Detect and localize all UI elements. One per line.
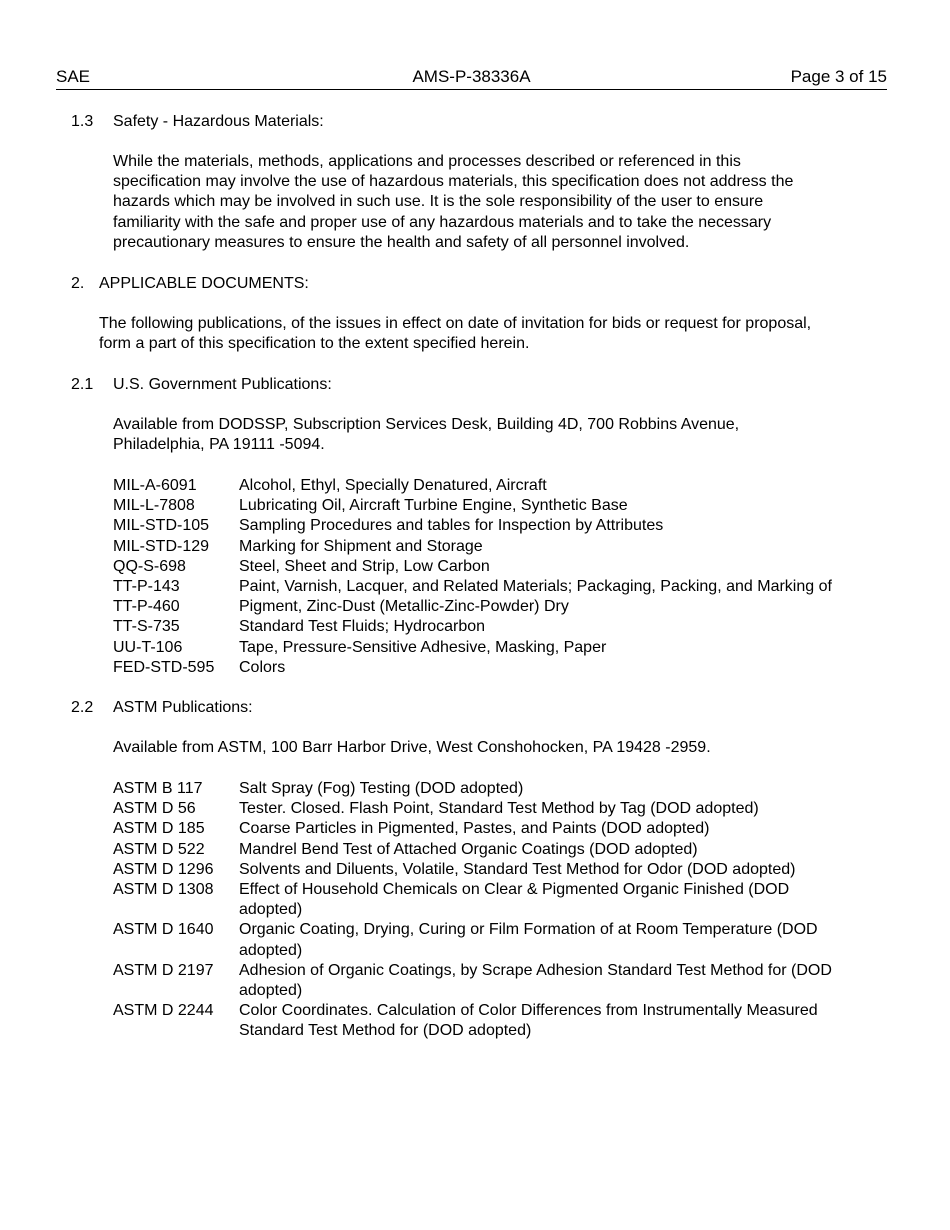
reference-item [113, 658, 832, 678]
reference-title [239, 1001, 832, 1041]
reference-title-line: Standard Test Method for (DOD adopted) [239, 1022, 532, 1040]
paragraph-line: familiarity with the safe and proper use of any hazardous materials and to take the necessary [113, 213, 772, 231]
reference-title-line: Salt Spray (Fog) Testing (DOD adopted) [239, 780, 524, 797]
reference-title [239, 779, 832, 799]
header-org: SAE [56, 67, 91, 86]
reference-code: ASTM D 2197 [113, 961, 214, 979]
reference-item [113, 476, 832, 496]
reference-title-line: Color Coordinates. Calculation of Color Differences from Instrumentally Measured [239, 1002, 818, 1020]
reference-title-line: Effect of Household Chemicals on Clear & Pigmented Organic Finished (DOD [239, 881, 790, 899]
reference-item [113, 961, 832, 1001]
reference-title: Sampling Procedures and tables for Inspection by Attributes [239, 517, 664, 535]
reference-code: TT-S-735 [113, 618, 180, 636]
reference-title: Pigment, Zinc-Dust (Metallic-Zinc-Powder) Dry [239, 598, 569, 616]
paragraph-line: specification may involve the use of hazardous materials, this specification does not address the [113, 173, 794, 191]
section-2-2-number: 2.2 [71, 699, 94, 716]
reference-code: ASTM D 1640 [113, 921, 214, 939]
reference-title-line: Mandrel Bend Test of Attached Organic Coatings (DOD adopted) [239, 840, 698, 858]
paragraph-line: Available from DODSSP, Subscription Services Desk, Building 4D, 700 Robbins Avenue, [113, 416, 740, 433]
reference-code: MIL-A-6091 [113, 477, 197, 494]
paragraph-line: While the materials, methods, applications and processes described or referenced in this [113, 153, 741, 170]
reference-item [113, 577, 832, 597]
reference-code: ASTM D 1296 [113, 860, 214, 878]
reference-code: ASTM B 117 [113, 780, 203, 797]
reference-title-line: adopted) [239, 901, 303, 919]
reference-title-line: Tester. Closed. Flash Point, Standard Test Method by Tag (DOD adopted) [239, 800, 759, 818]
reference-title [239, 799, 832, 819]
paragraph-line: hazards which may be involved in such use. It is the sole responsibility of the user to ensure [113, 193, 764, 211]
reference-title-line: Solvents and Diluents, Volatile, Standard Test Method for Odor (DOD adopted) [239, 860, 796, 878]
reference-title [239, 961, 832, 1001]
reference-item [113, 597, 832, 617]
reference-item [113, 819, 832, 839]
reference-title: Colors [239, 658, 286, 676]
reference-code: MIL-L-7808 [113, 497, 195, 515]
section-2-2-title: ASTM Publications: [113, 699, 253, 716]
section-1-3-paragraph [113, 152, 793, 253]
reference-item [113, 779, 832, 799]
reference-item [113, 516, 832, 536]
reference-title-line: Adhesion of Organic Coatings, by Scrape Adhesion Standard Test Method for (DOD [239, 961, 832, 979]
reference-title: Paint, Varnish, Lacquer, and Related Materials; Packaging, Packing, and Marking of [239, 578, 832, 596]
section-2-paragraph [99, 314, 811, 354]
section-2-number: 2. [71, 275, 85, 292]
header-page-number: Page 3 of 15 [790, 67, 887, 86]
section-2-1-number: 2.1 [71, 376, 94, 393]
reference-code: UU-T-106 [113, 638, 183, 656]
reference-item [113, 557, 832, 577]
reference-title [239, 920, 832, 960]
reference-title [239, 880, 832, 920]
reference-title [239, 819, 832, 839]
reference-title: Alcohol, Ethyl, Specially Denatured, Aircraft [239, 477, 547, 494]
paragraph-line: Philadelphia, PA 19111 -5094. [113, 436, 325, 454]
reference-item [113, 860, 832, 880]
reference-title [239, 840, 832, 860]
section-1-3-number: 1.3 [71, 113, 94, 130]
reference-title: Standard Test Fluids; Hydrocarbon [239, 618, 486, 636]
reference-item [113, 638, 832, 658]
reference-code: QQ-S-698 [113, 557, 186, 575]
reference-title: Lubricating Oil, Aircraft Turbine Engine, Synthetic Base [239, 497, 628, 515]
reference-code: ASTM D 2244 [113, 1002, 214, 1020]
reference-item [113, 1001, 832, 1041]
reference-code: MIL-STD-129 [113, 537, 210, 555]
reference-title: Marking for Shipment and Storage [239, 537, 483, 555]
government-publications-list [113, 476, 832, 678]
page-header [56, 67, 887, 90]
reference-code: MIL-STD-105 [113, 517, 210, 535]
astm-publications-list [113, 779, 832, 1042]
paragraph-line: The following publications, of the issues in effect on date of invitation for bids or request for proposal, [99, 315, 812, 332]
reference-item [113, 617, 832, 637]
reference-code: ASTM D 185 [113, 820, 205, 838]
reference-title-line: Organic Coating, Drying, Curing or Film Formation of at Room Temperature (DOD [239, 921, 818, 939]
section-2-1-availability [113, 415, 739, 455]
section-2-2-availability: Available from ASTM, 100 Barr Harbor Drive, West Conshohocken, PA 19428 -2959. [113, 739, 711, 756]
paragraph-line: form a part of this specification to the extent specified herein. [99, 335, 530, 353]
reference-item [113, 496, 832, 516]
reference-code: ASTM D 56 [113, 800, 196, 818]
reference-title: Steel, Sheet and Strip, Low Carbon [239, 557, 490, 575]
reference-code: FED-STD-595 [113, 658, 215, 676]
reference-item [113, 880, 832, 920]
section-2-title: APPLICABLE DOCUMENTS: [99, 275, 309, 292]
reference-item [113, 920, 832, 960]
reference-code: ASTM D 522 [113, 840, 205, 858]
reference-title-line: adopted) [239, 982, 303, 1000]
reference-title [239, 860, 832, 880]
reference-code: TT-P-460 [113, 598, 180, 616]
section-1-3-title: Safety - Hazardous Materials: [113, 113, 324, 130]
reference-item [113, 840, 832, 860]
reference-code: TT-P-143 [113, 578, 180, 596]
reference-title-line: adopted) [239, 941, 303, 959]
paragraph-line: precautionary measures to ensure the health and safety of all personnel involved. [113, 233, 690, 251]
reference-item [113, 799, 832, 819]
section-2-1-title: U.S. Government Publications: [113, 376, 332, 393]
reference-title: Tape, Pressure-Sensitive Adhesive, Masking, Paper [239, 638, 607, 656]
reference-code: ASTM D 1308 [113, 881, 214, 899]
reference-title-line: Coarse Particles in Pigmented, Pastes, and Paints (DOD adopted) [239, 820, 710, 838]
reference-item [113, 537, 832, 557]
header-doc-number: AMS-P-38336A [412, 67, 531, 86]
